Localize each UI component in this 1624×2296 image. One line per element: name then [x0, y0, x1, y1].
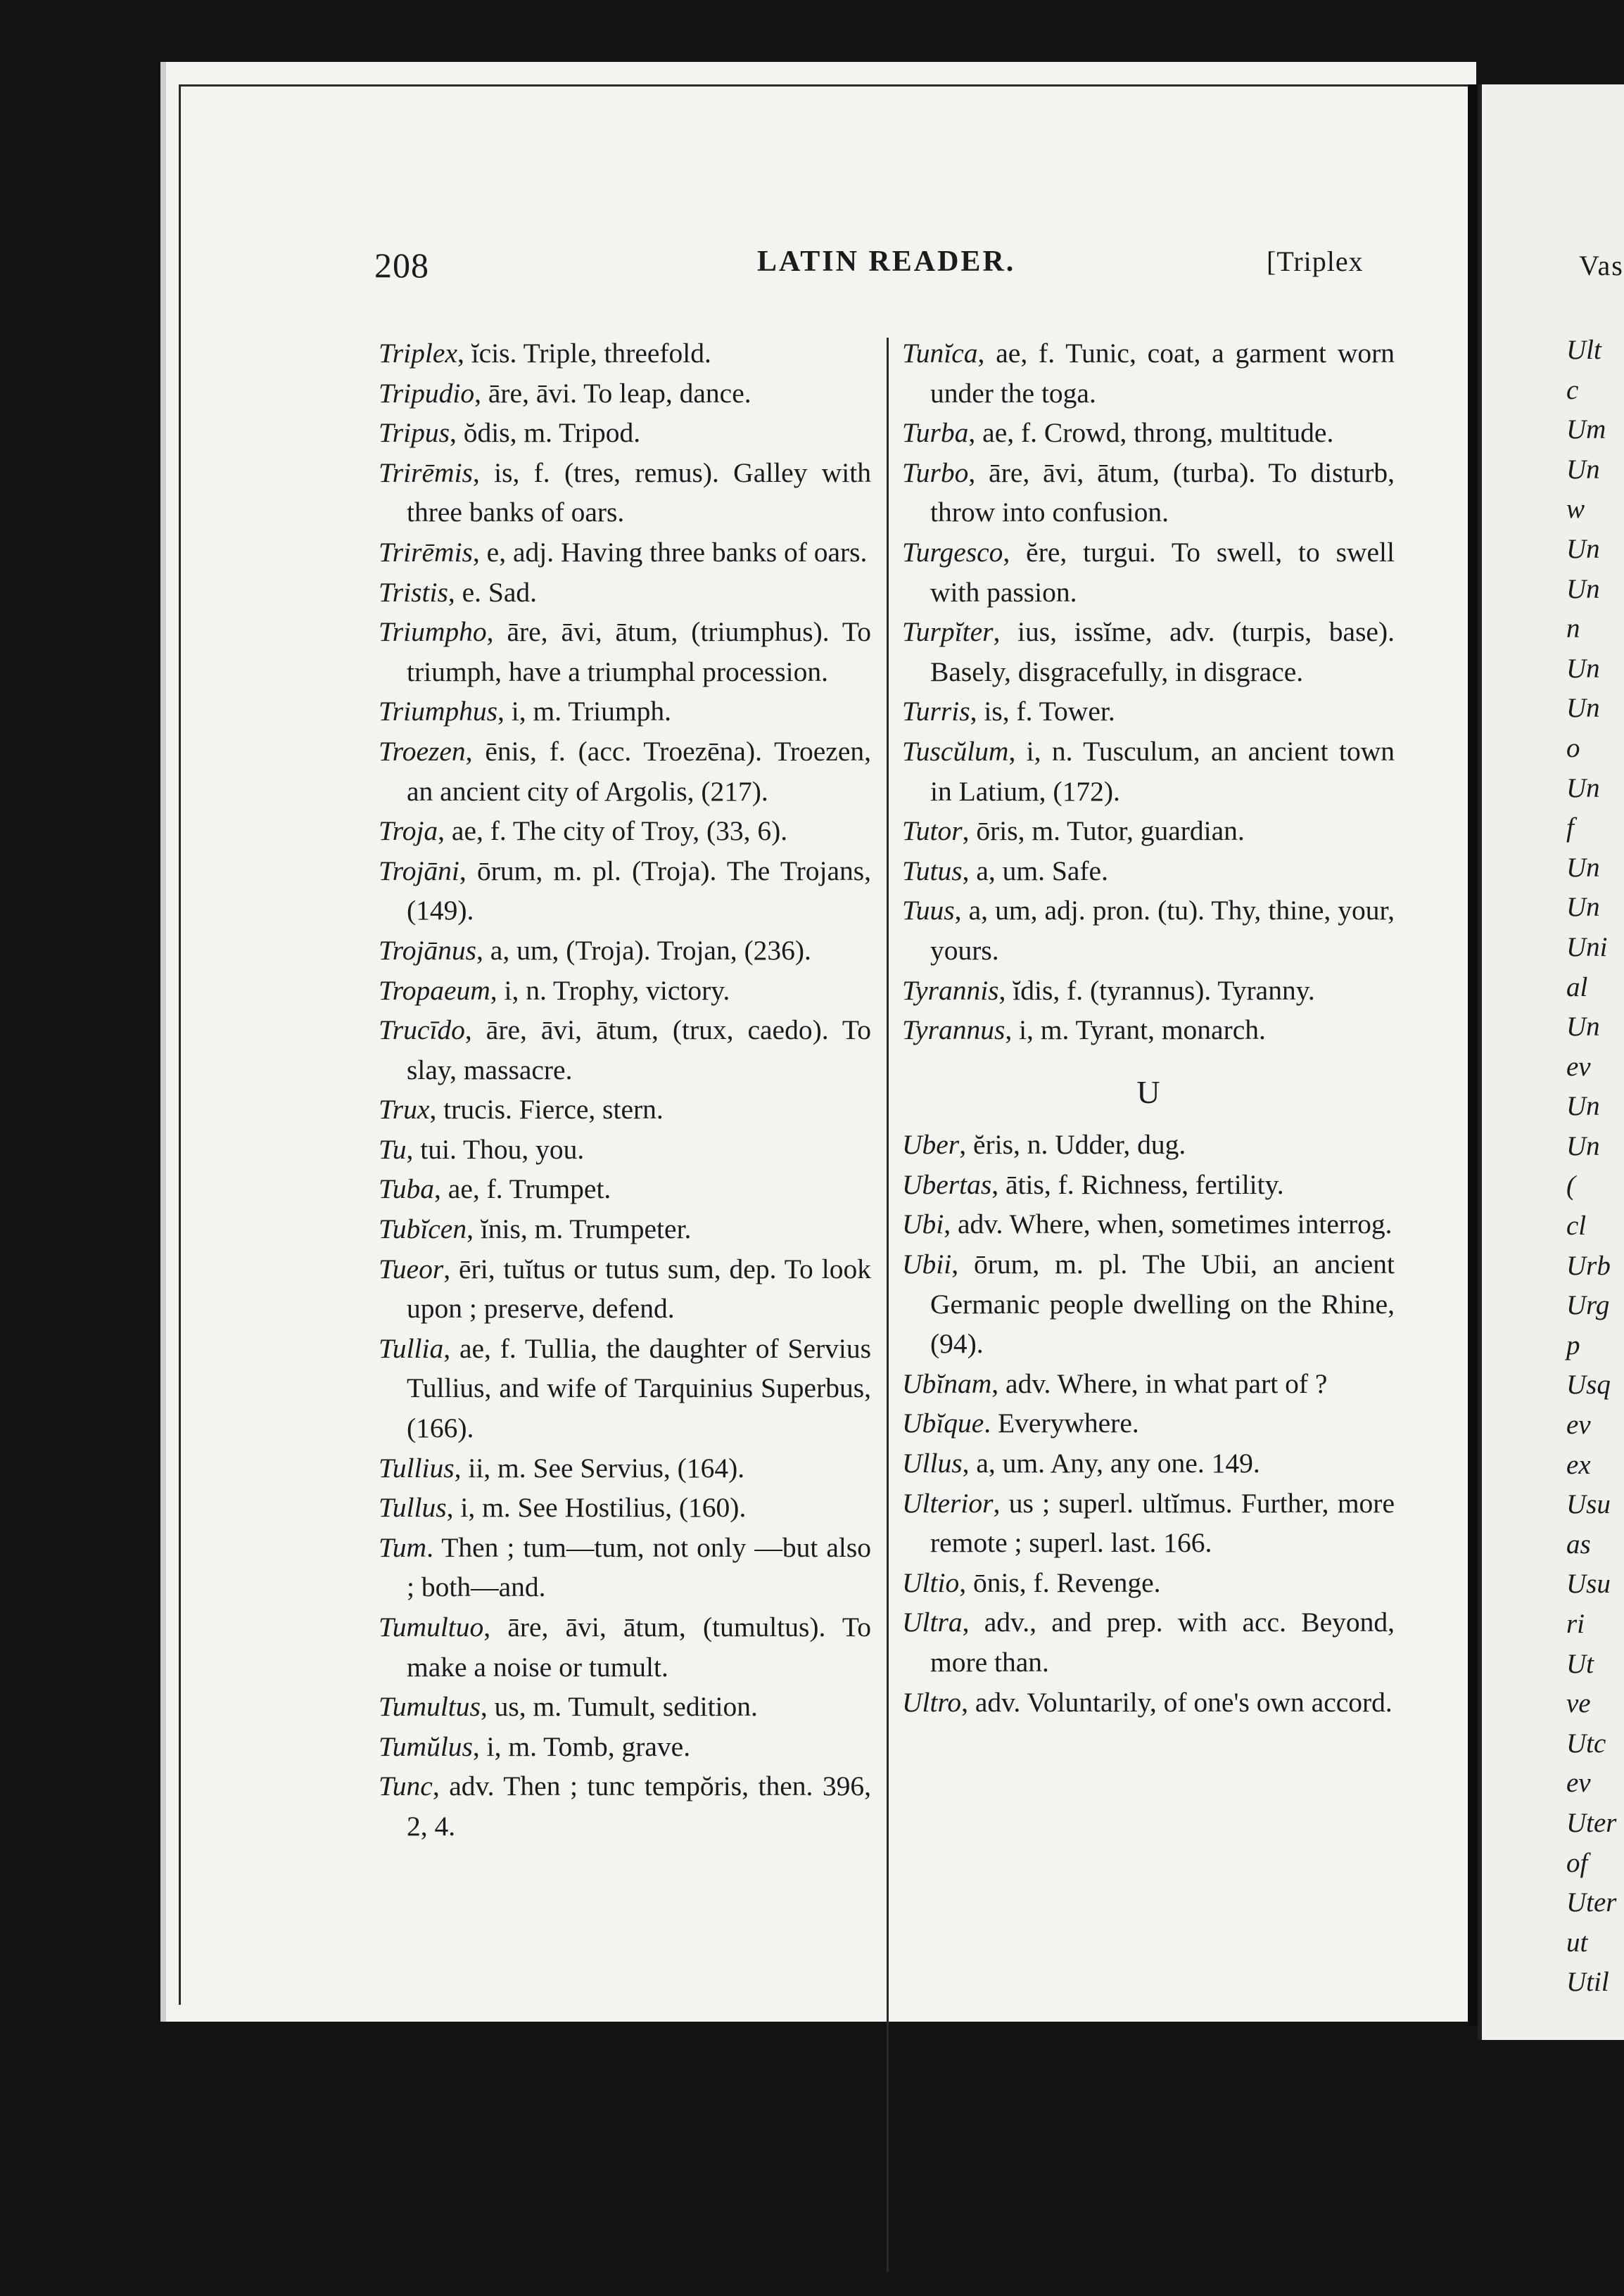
entry-definition: , a, um. Any, any one. 149.: [962, 1448, 1260, 1479]
entry-definition: , ae, f. Tunic, coat, a garment worn under the toga.: [930, 338, 1395, 409]
next-page-fragment: al: [1566, 971, 1588, 1002]
next-page-fragment: o: [1566, 732, 1580, 763]
entry-headword: Tumultuo: [379, 1612, 484, 1643]
entry-headword: Ubĭque: [902, 1408, 984, 1439]
dictionary-entry: [902, 1683, 1395, 1723]
next-page-fragment: as: [1566, 1529, 1591, 1560]
dictionary-entry: [379, 1488, 871, 1528]
dictionary-entry: [379, 374, 871, 414]
dictionary-entry: [379, 453, 871, 532]
dictionary-entry: [379, 532, 871, 573]
entry-headword: Trux: [379, 1094, 430, 1125]
next-page-header: Vas: [1579, 250, 1624, 281]
dictionary-entry: [379, 851, 871, 931]
entry-headword: Tumultus: [379, 1691, 481, 1723]
next-page-fragment: Un: [1566, 1012, 1600, 1042]
entry-headword: Tumŭlus: [379, 1730, 473, 1762]
next-page-fragment: Un: [1566, 533, 1600, 564]
dictionary-entry: [902, 1010, 1395, 1050]
dictionary-entry: [902, 971, 1395, 1011]
next-page-fragment: Urb: [1566, 1250, 1611, 1281]
entry-definition: , ĭdis, f. (tyrannus). Tyranny.: [998, 974, 1315, 1006]
entry-definition: , a, um, (Troja). Trojan, (236).: [476, 934, 811, 966]
entry-headword: Ubii: [902, 1249, 952, 1280]
entry-headword: Tullia: [379, 1332, 444, 1364]
entry-headword: Tuba: [379, 1173, 435, 1205]
entry-definition: , is, f. (tres, remus). Galley with three banks of oars.: [407, 457, 871, 528]
dictionary-entry: [379, 811, 871, 851]
entry-definition: , us, m. Tumult, sedition.: [480, 1691, 758, 1723]
dictionary-entry: [379, 1766, 871, 1846]
dictionary-entry: [902, 532, 1395, 612]
entry-definition: , ae, f. Trumpet.: [434, 1173, 611, 1205]
dictionary-entry: [379, 573, 871, 613]
dictionary-entry: [379, 1169, 871, 1209]
next-page-fragment: Un: [1566, 1091, 1600, 1122]
dictionary-entry: [379, 413, 871, 453]
entry-definition: , i, m. Triumph.: [497, 696, 671, 727]
next-page-fragment: Usq: [1566, 1370, 1611, 1401]
next-page-fragment: Ult: [1566, 335, 1601, 365]
next-page-fragment: Un: [1566, 772, 1600, 803]
dictionary-entry: [379, 931, 871, 971]
entry-headword: Trojāni: [379, 855, 459, 886]
next-page-fragments: [1566, 331, 1617, 2003]
entry-definition: , i, m. Tyrant, monarch.: [1005, 1014, 1266, 1046]
dictionary-entry: [902, 612, 1395, 691]
entry-headword: Triplex: [379, 338, 457, 369]
entry-definition: , ōris, m. Tutor, guardian.: [962, 815, 1245, 847]
next-page-fragment: c: [1566, 374, 1579, 405]
entry-headword: Tuscŭlum: [902, 735, 1009, 767]
entry-definition: , āre, āvi. To leap, dance.: [474, 377, 751, 409]
entry-definition: , ātis, f. Richness, fertility.: [991, 1168, 1284, 1200]
dictionary-entry: [379, 1010, 871, 1090]
next-page-fragment: ev: [1566, 1768, 1591, 1799]
entry-headword: Turba: [902, 417, 969, 449]
entry-definition: , ae, f. The city of Troy, (33, 6).: [438, 815, 788, 847]
next-page-fragment: Uter: [1566, 1887, 1617, 1918]
entry-headword: Ullus: [902, 1448, 963, 1479]
dictionary-entry: [379, 971, 871, 1011]
entry-headword: Troezen: [379, 735, 466, 767]
dictionary-entry: [902, 1125, 1395, 1165]
entry-definition: , i, n. Trophy, victory.: [490, 974, 730, 1006]
entry-headword: Triumpho: [379, 616, 487, 648]
entry-headword: Troja: [379, 815, 438, 847]
dictionary-entry: [379, 1130, 871, 1170]
entry-definition: , i, n. Tusculum, an ancient town in Latium, (172).: [930, 735, 1395, 807]
entry-definition: , adv., and prep. with acc. Beyond, more than.: [930, 1607, 1395, 1678]
next-page-fragment: Un: [1566, 892, 1600, 923]
entry-headword: Tyrannis: [902, 974, 999, 1006]
next-page-fragment: ve: [1566, 1688, 1591, 1719]
entry-definition: . Everywhere.: [984, 1408, 1139, 1439]
entry-definition: , ŏdis, m. Tripod.: [450, 417, 641, 449]
entry-headword: Trucīdo: [379, 1014, 465, 1046]
entry-definition: , trucis. Fierce, stern.: [429, 1094, 664, 1125]
entry-definition: , ōrum, m. pl. (Troja). The Trojans, (149).: [407, 855, 871, 926]
dictionary-entry: [902, 1563, 1395, 1603]
dictionary-entry: [379, 1249, 871, 1329]
entry-headword: Tuus: [902, 895, 955, 926]
entry-definition: , ēri, tuĭtus or tutus sum, dep. To look upon ; preserve, defend.: [407, 1253, 871, 1325]
dictionary-entry: [902, 891, 1395, 970]
next-page-fragment: Un: [1566, 653, 1600, 684]
entry-headword: Tripudio: [379, 377, 475, 409]
entry-headword: Trirēmis: [379, 457, 473, 488]
next-page-fragment: Usu: [1566, 1489, 1611, 1520]
entry-definition: , e, adj. Having three banks of oars.: [472, 536, 868, 568]
entry-definition: , adv. Where, in what part of ?: [991, 1367, 1328, 1399]
entry-definition: , us ; superl. ultĭmus. Further, more remote ; superl. last. 166.: [930, 1487, 1395, 1559]
entry-definition: , is, f. Tower.: [970, 696, 1115, 727]
entry-headword: Ultra: [902, 1607, 963, 1638]
entry-headword: Uber: [902, 1129, 960, 1161]
entry-headword: Tullus: [379, 1492, 447, 1524]
next-page-fragment: Un: [1566, 1130, 1600, 1161]
next-page-fragment: of: [1566, 1847, 1588, 1878]
dictionary-entry: [902, 811, 1395, 851]
next-page-fragment: (: [1566, 1171, 1575, 1201]
entry-headword: Ubertas: [902, 1168, 992, 1200]
entry-headword: Tueor: [379, 1253, 444, 1284]
entry-definition: , āre, āvi, ātum, (turba). To disturb, throw into confusion.: [930, 457, 1395, 528]
next-page-fragment: f: [1566, 812, 1574, 843]
dictionary-entry: [902, 851, 1395, 891]
dictionary-entry: [379, 732, 871, 811]
entry-definition: , ĕris, n. Udder, dug.: [959, 1129, 1186, 1161]
next-page-fragment: ri: [1566, 1609, 1585, 1639]
entry-headword: Ubĭnam: [902, 1367, 992, 1399]
dictionary-entry: [379, 1687, 871, 1727]
next-page-fragment: Uni: [1566, 931, 1608, 962]
entry-headword: Tunĭca: [902, 338, 978, 369]
next-page-fragment: ev: [1566, 1410, 1591, 1441]
running-title: LATIN READER.: [757, 245, 1016, 278]
right-column: [902, 333, 1395, 1722]
entry-headword: Tubĭcen: [379, 1213, 467, 1245]
entry-headword: Tullius: [379, 1452, 455, 1484]
dictionary-entry: [379, 1607, 871, 1687]
column-divider: [887, 338, 889, 2272]
next-page-fragment: Um: [1566, 414, 1606, 445]
entry-definition: , tui. Thou, you.: [406, 1133, 585, 1165]
dictionary-entry: [379, 333, 871, 374]
next-page-fragment: Uter: [1566, 1807, 1617, 1838]
next-page-fragment: Un: [1566, 693, 1600, 724]
guide-word: [Triplex: [1267, 245, 1364, 277]
entry-headword: Ultio: [902, 1567, 960, 1598]
next-page-fragment: ex: [1566, 1449, 1591, 1480]
dictionary-entry: [902, 1364, 1395, 1404]
next-page-fragment: Usu: [1566, 1569, 1611, 1600]
entry-headword: Ubi: [902, 1208, 944, 1240]
dictionary-entry: [379, 1528, 871, 1607]
entry-definition: , ius, issĭme, adv. (turpis, base). Basely, disgracefully, in disgrace.: [930, 616, 1395, 687]
next-page-fragment: Un: [1566, 454, 1600, 485]
entry-headword: Turris: [902, 696, 970, 727]
entry-definition: , āre, āvi, ātum, (tumultus). To make a noise or tumult.: [407, 1612, 871, 1683]
entry-definition: , i, m. Tomb, grave.: [472, 1730, 691, 1762]
next-page-fragment: Urg: [1566, 1290, 1610, 1321]
entry-headword: Tu: [379, 1133, 407, 1165]
entry-definition: , ēnis, f. (acc. Troezēna). Troezen, an ancient city of Argolis, (217).: [407, 735, 871, 807]
dictionary-entry: [902, 1602, 1395, 1682]
entry-headword: Tum: [379, 1531, 427, 1563]
entry-headword: Triumphus: [379, 696, 498, 727]
dictionary-entry: [902, 691, 1395, 732]
dictionary-entry: [902, 1443, 1395, 1484]
entry-headword: Ultro: [902, 1686, 962, 1718]
entry-headword: Tripus: [379, 417, 450, 449]
dictionary-entry: [379, 1727, 871, 1767]
entry-headword: Trirēmis: [379, 536, 473, 568]
entry-headword: Tunc: [379, 1771, 433, 1802]
right-column-t-entries: [902, 333, 1395, 1050]
dictionary-entry: [379, 1329, 871, 1448]
dictionary-entry: [379, 1090, 871, 1130]
next-page-fragment: w: [1566, 494, 1585, 525]
entry-definition: . Then ; tum—tum, not only —but also ; both—and.: [407, 1531, 871, 1603]
entry-definition: , ōrum, m. pl. The Ubii, an ancient Germanic people dwelling on the Rhine, (94).: [930, 1249, 1395, 1360]
entry-headword: Turbo: [902, 457, 969, 488]
next-page-fragment: Un: [1566, 852, 1600, 883]
left-column: [379, 333, 871, 1847]
entry-definition: , a, um, adj. pron. (tu). Thy, thine, your, yours.: [930, 895, 1395, 966]
right-column-u-entries: [902, 1125, 1395, 1722]
dictionary-entry: [902, 453, 1395, 532]
dictionary-entry: [902, 1165, 1395, 1205]
book-spine: [1468, 84, 1478, 2026]
entry-definition: , ĭcis. Triple, threefold.: [457, 338, 711, 369]
entry-definition: , a, um. Safe.: [962, 855, 1108, 886]
next-page-fragment: ev: [1566, 1051, 1591, 1082]
entry-headword: Tutus: [902, 855, 963, 886]
entry-headword: Turpĭter: [902, 616, 994, 648]
next-page-fragment: ut: [1566, 1927, 1588, 1958]
entry-definition: , ii, m. See Servius, (164).: [454, 1452, 745, 1484]
next-page-fragment: Ut: [1566, 1648, 1594, 1679]
entry-headword: Tropaeum: [379, 974, 490, 1006]
dictionary-entry: [379, 1209, 871, 1249]
dictionary-entry: [902, 333, 1395, 413]
next-page-fragment: Un: [1566, 573, 1600, 604]
dictionary-entry: [902, 1204, 1395, 1244]
next-page-fragment: Util: [1566, 1967, 1609, 1998]
entry-definition: , adv. Where, when, sometimes interrog.: [944, 1208, 1393, 1240]
entry-definition: , āre, āvi, ātum, (triumphus). To triumph, have a triumphal procession.: [407, 616, 871, 687]
entry-definition: , e. Sad.: [448, 576, 537, 608]
entry-definition: , adv. Then ; tunc tempŏris, then. 396, 2, 4.: [407, 1771, 871, 1842]
entry-definition: , āre, āvi, ātum, (trux, caedo). To slay, massacre.: [407, 1014, 871, 1085]
page-number: 208: [374, 245, 429, 285]
dictionary-entry: [902, 1403, 1395, 1443]
dictionary-entry: [902, 1484, 1395, 1563]
dictionary-entry: [902, 413, 1395, 453]
entry-definition: , ĕre, turgui. To swell, to swell with passion.: [930, 536, 1395, 608]
next-page-fragment: cl: [1566, 1211, 1587, 1242]
entry-headword: Turgesco: [902, 536, 1003, 568]
dictionary-entry: [902, 1244, 1395, 1364]
entry-definition: , ae, f. Crowd, throng, multitude.: [968, 417, 1334, 449]
entry-definition: , ōnis, f. Revenge.: [959, 1567, 1161, 1598]
entry-definition: , ĭnis, m. Trumpeter.: [467, 1213, 692, 1245]
entry-headword: Trojānus: [379, 934, 477, 966]
entry-headword: Tutor: [902, 815, 963, 847]
section-letter: U: [1136, 1073, 1160, 1110]
next-page-fragment: Utc: [1566, 1728, 1606, 1759]
entry-headword: Tristis: [379, 576, 448, 608]
entry-definition: , adv. Voluntarily, of one's own accord.: [961, 1686, 1393, 1718]
dictionary-entry: [379, 612, 871, 691]
next-page-fragment: p: [1566, 1329, 1580, 1360]
entry-headword: Ulterior: [902, 1487, 994, 1519]
dictionary-entry: [902, 732, 1395, 811]
dictionary-entry: [379, 1448, 871, 1488]
next-page-fragment: n: [1566, 613, 1580, 644]
entry-headword: Tyrannus: [902, 1014, 1006, 1046]
entry-definition: , ae, f. Tullia, the daughter of Servius Tullius, and wife of Tarquinius Superbus, (166).: [407, 1332, 871, 1444]
entry-definition: , i, m. See Hostilius, (160).: [446, 1492, 747, 1524]
dictionary-entry: [379, 691, 871, 732]
